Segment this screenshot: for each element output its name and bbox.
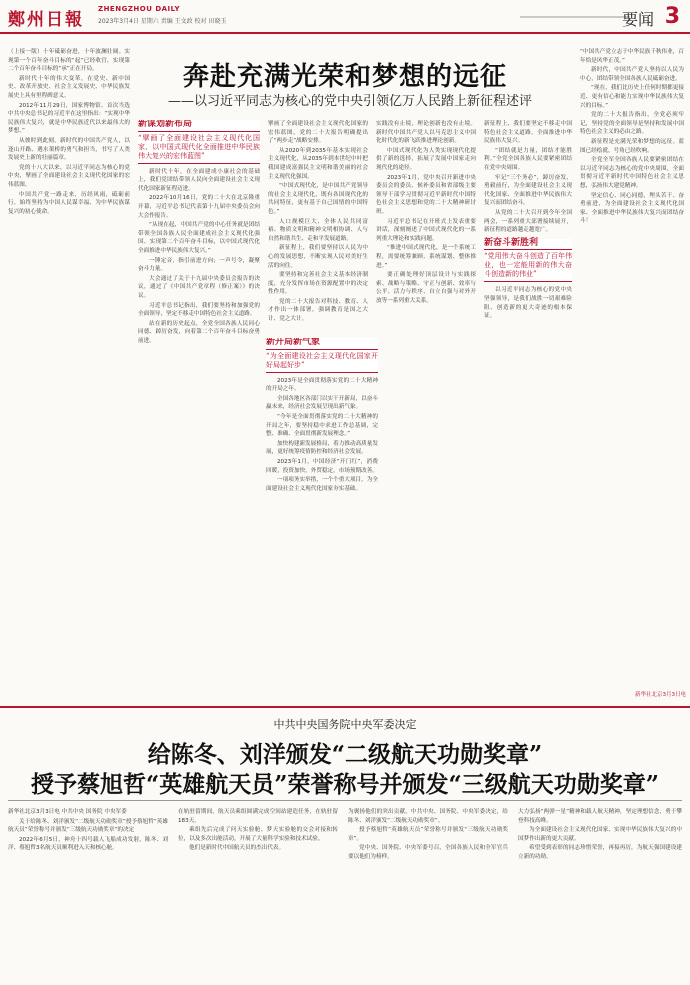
article2-column-4 [518,808,682,980]
paragraph: 新征程是充满光荣和梦想的远征。蓝图已经绘就，号角已经吹响。 [580,138,684,154]
paragraph: 加快构建新发展格局，着力推动高质量发展，更好统筹疫情防控和经济社会发展。 [266,440,378,456]
paragraph: 人口规模巨大、全体人民共同富裕、物质文明和精神文明相协调、人与自然和谐共生、走和平发展道路。 [268,218,368,242]
paragraph: 大会通过了关于十九届中央委员会报告的决议，通过了《中国共产党章程（修正案）》的决议。 [138,275,260,299]
callout-rule [138,163,260,164]
paragraph: 2023年1月，党中央召开新进中央委员会的委员、候补委员和省部级主要领导干部学习贯彻习近平新时代中国特色社会主义思想和党的二十大精神研讨班。 [376,174,476,215]
article2-column-3 [348,808,508,980]
article2-column-1 [8,808,168,980]
paragraph: 中国式现代化为人类实现现代化提供了新的选择，拓展了发展中国家走向现代化的途径。 [376,147,476,171]
paragraph: 从党的二十大召开到今年全国两会，一系列重大部署接续展开，新征程的道路越走越宽广。 [484,209,572,234]
section-divider [0,706,690,708]
paragraph: 擘画了全面建设社会主义现代化国家的宏伟蓝图，党的二十大报告明确提出了“两步走”战略安排。 [268,121,368,145]
paragraph: 授予蔡旭哲“英雄航天员”荣誉称号并颁发“三级航天功勋奖章”。 [348,827,508,842]
callout-quote: “为全面建设社会主义现代化国家开好局起好步” [266,351,378,369]
paragraph: 党中央、国务院、中央军委号召，全国各族人民和全军官兵要以他们为榜样。 [348,845,508,860]
article-column-7 [580,48,684,688]
article-column-1 [8,48,130,698]
paragraph: 习近平总书记在开班式上发表重要讲话，深刻阐述了中国式现代化的一系列重大理论和实践问题。 [376,218,476,242]
article-column-5 [266,338,378,698]
paragraph: 全党全军全国各族人民要紧密团结在以习近平同志为核心的党中央周围，全面贯彻习近平新时代中国特色社会主义思想，弘扬伟大建党精神。 [580,157,684,189]
paragraph: 要正确处理好顶层设计与实践探索、战略与策略、守正与创新、效率与公平、活力与秩序、自立自强与对外开放等一系列重大关系。 [376,272,476,304]
article2-headline-2: 授予蔡旭哲“英雄航天员”荣誉称号并颁发“三级航天功勋奖章” [31,771,659,798]
section-name: 要闻 [621,10,654,29]
paragraph: “团结就是力量，团结才能胜利。”全党全国各族人民要紧密团结在党中央周围。 [484,147,572,171]
issue-date: 2023年3月4日 星期六 责编 王文政 校对 田晓玉 [98,18,227,25]
paragraph: 2022年10月16日，党的二十大在北京隆重开幕，习近平总书记代表第十九届中央委员会向大会作报告。 [138,195,260,219]
paragraph: 他们是新时代中国航天员的杰出代表。 [189,845,285,852]
callout-rule [266,372,378,373]
paragraph: 中国共产党一路走来，历经风雨，砥砺前行，始终坚持为中国人民谋幸福、为中华民族谋复兴的初心使命。 [8,191,130,215]
paragraph: “中国式现代化，是中国共产党领导的社会主义现代化，既有各国现代化的共同特征，更有基于自己国情的中国特色。” [268,183,368,215]
paragraph: 新华社北京3月3日电 中共中央 国务院 中央军委 [8,809,127,815]
paragraph: “今年是全面贯彻落实党的二十大精神的开局之年，要坚持稳中求进工作总基调，完整、准确、全面贯彻新发展理念。” [266,413,378,438]
paragraph: 2023年是全面贯彻落实党的二十大精神的开局之年。 [266,377,378,393]
callout-box-3 [484,239,572,283]
newspaper-title-en: ZHENGZHOU DAILY [98,5,181,13]
paragraph: 2022年6月5日，神舟十四号载人飞船成功发射，陈冬、刘洋、蔡旭哲3名航天员顺利进入天和核心舱。 [8,836,168,852]
paragraph: 为褒扬他们的突出贡献，中共中央、国务院、中央军委决定，给陈冬、刘洋颁发“二级航天功勋奖章”。 [348,809,508,824]
paragraph: 习近平总书记指出，我们要坚持和加强党的全面领导，坚定不移走中国特色社会主义道路。 [138,302,260,318]
paragraph: 要坚持和完善社会主义基本经济制度，充分发挥市场在资源配置中的决定性作用。 [268,272,368,296]
paragraph: 一锤定音，指引前进方向；一声号令，凝聚奋斗力量。 [138,257,260,273]
paragraph: 希望受到表彰的同志珍惜荣誉，再接再厉，为航天强国建设建立新的功勋。 [518,845,682,860]
paragraph: 新时代十年，在全面建成小康社会的基础上，我们党团结带领人民向全面建设社会主义现代化国家新征程迈进。 [138,168,260,192]
callout-quote: “擘画了全面建设社会主义现代化国家、以中国式现代化全面推进中华民族伟大复兴的宏伟蓝图” [138,133,260,160]
callout-rule [266,349,378,350]
paragraph: 党的十八大以来，以习近平同志为核心的党中央，擘画了全面建设社会主义现代化国家的宏伟蓝图。 [8,164,130,188]
page-number: 3 [664,4,680,29]
paragraph: 从2020年到2035年基本实现社会主义现代化，从2035年到本世纪中叶把我国建成富强民主文明和谐美丽的社会主义现代化强国。 [268,147,368,180]
callout-box-2 [266,338,378,373]
callout-kicker: 新奋斗新胜利 [484,237,539,248]
paragraph: 新时代十年的伟大变革，在党史、新中国史、改革开放史、社会主义发展史、中华民族发展史上具有里程碑意义。 [8,75,130,99]
paragraph: “推进中国式现代化，是一个系统工程，需要统筹兼顾、系统谋划、整体推进。” [376,245,476,269]
article-column-2 [138,120,260,698]
masthead-stripe [520,16,630,18]
paragraph: “从现在起，中国共产党的中心任务就是团结带领全国各族人民全面建成社会主义现代化强国、实现第二个百年奋斗目标，以中国式现代化全面推进中华民族伟大复兴。” [138,222,260,254]
paragraph: 大力弘扬“两弹一星”精神和载人航天精神，坚定理想信念，勇于攀登科技高峰。 [518,809,682,824]
paragraph: （上接一版）十年砥砺奋进，十年波澜壮阔。实现第一个百年奋斗目标的“起”已经收官，实现第二个百年奋斗目标的“承”正在开局。 [8,49,130,73]
callout-rule [484,281,572,282]
paragraph: 从彼时到此刻，新时代的中国共产党人，以逢山开路、遇水架桥的勇气和担当，书写了人类发展史上新的壮丽篇章。 [8,137,130,162]
paragraph: 党的二十大报告对科技、教育、人才作出一体部署，强调教育是国之大计、党之大计。 [268,298,368,323]
dateline: 新华社北京3月3日电 [635,692,686,698]
article2-kicker: 中共中央国务院中央军委决定 [273,718,417,731]
callout-quote: “党用伟大奋斗创造了百年伟业，也一定能用新的伟大奋斗创造新的伟业” [484,252,572,279]
article-column-6 [484,120,572,698]
masthead [0,0,690,34]
paragraph: 2012年11月29日，国家博物馆。首次当选中共中央总书记的习近平在这里指出：“实现中华民族伟大复兴，就是中华民族近代以来最伟大的梦想。” [8,102,130,135]
newspaper-title: 鄭州日報 [8,10,84,30]
paragraph: 以习近平同志为核心的党中央坚强领导，是我们战胜一切艰难险阻、创造新的更大奇迹的根本保证。 [484,287,572,320]
article2-column-2 [178,808,338,980]
headline-rule [8,800,682,801]
paragraph: 党的二十大报告指出，全党必须牢记，坚持党的全面领导是坚持和发展中国特色社会主义的必由之路。 [580,112,684,136]
paragraph: 牢记“三个务必”，踔厉奋发、勇毅前行，为全面建设社会主义现代化国家、全面推进中华民族伟大复兴而团结奋斗。 [484,174,572,207]
article-subheadline: ——以习近平同志为核心的党中央引领亿万人民踏上新征程述评 [167,94,532,109]
article-column-4 [376,120,476,698]
paragraph: 坚定信心、同心同德，埋头苦干、奋勇前进，为全面建设社会主义现代化国家、全面推进中华民族伟大复兴而团结奋斗！ [580,192,684,225]
paragraph: 新时代，中国共产党人坚持以人民为中心，团结带领全国各族人民砥砺奋进。 [580,67,684,82]
paragraph: “中国共产党立志于中华民族千秋伟业，百年恰是风华正茂。” [580,49,684,64]
paragraph: 在轨驻留期间，航天员乘组圆满完成空间站建造任务，在轨驻留183天。 [178,809,338,824]
article2-headline-1: 给陈冬、刘洋颁发“二级航天功勋奖章” [147,741,543,768]
callout-rule [138,131,260,132]
paragraph: 2023年1月，中国经济“开门红”，消费回暖，投资加快，外贸稳定，市场预期改善。 [266,458,378,474]
paragraph: 实践没有止境，理论创新也没有止境。新时代中国共产党人以马克思主义中国化时代化的新飞跃推进理论创新。 [376,121,476,145]
paragraph: 一项项务实举措，一个个重大项目，为全面建设社会主义现代化国家夯实基础。 [266,477,378,492]
article-headline: 奔赴充满光荣和梦想的远征 [182,62,507,92]
paragraph: 乘组先后完成了问天实验舱、梦天实验舱的交会对接和转位，以及多次出舱活动，开展了大量科学实验和技术试验。 [178,827,338,842]
callout-rule [484,249,572,250]
paragraph: 新征程上，我们要坚持以人民为中心的发展思想，不断实现人民对美好生活的向往。 [268,245,368,269]
paragraph: “现在，我们比历史上任何时期都更接近、更有信心和能力实现中华民族伟大复兴的目标。” [580,85,684,109]
paragraph: 站在新的历史起点，全党全国各族人民同心同德、踔厉奋发，向着第二个百年奋斗目标奋勇前进。 [138,320,260,344]
callout-kicker: 新谋划新布局 [138,120,193,129]
paragraph: 全国各地区各部门以实干开新局，以奋斗赢未来，经济社会发展呈现出新气象。 [266,395,378,411]
callout-kicker: 新开局新气象 [266,338,321,347]
paragraph: 关于给陈冬、刘洋颁发“二级航天功勋奖章”授予蔡旭哲“英雄航天员”荣誉称号并颁发“三级航天功勋奖章”的决定 [8,818,168,834]
paragraph: 为全面建设社会主义现代化国家、实现中华民族伟大复兴的中国梦作出新的更大贡献。 [518,827,682,842]
paragraph: 新征程上，我们要坚定不移走中国特色社会主义道路，全面推进中华民族伟大复兴。 [484,121,572,145]
callout-box-1 [138,120,260,164]
